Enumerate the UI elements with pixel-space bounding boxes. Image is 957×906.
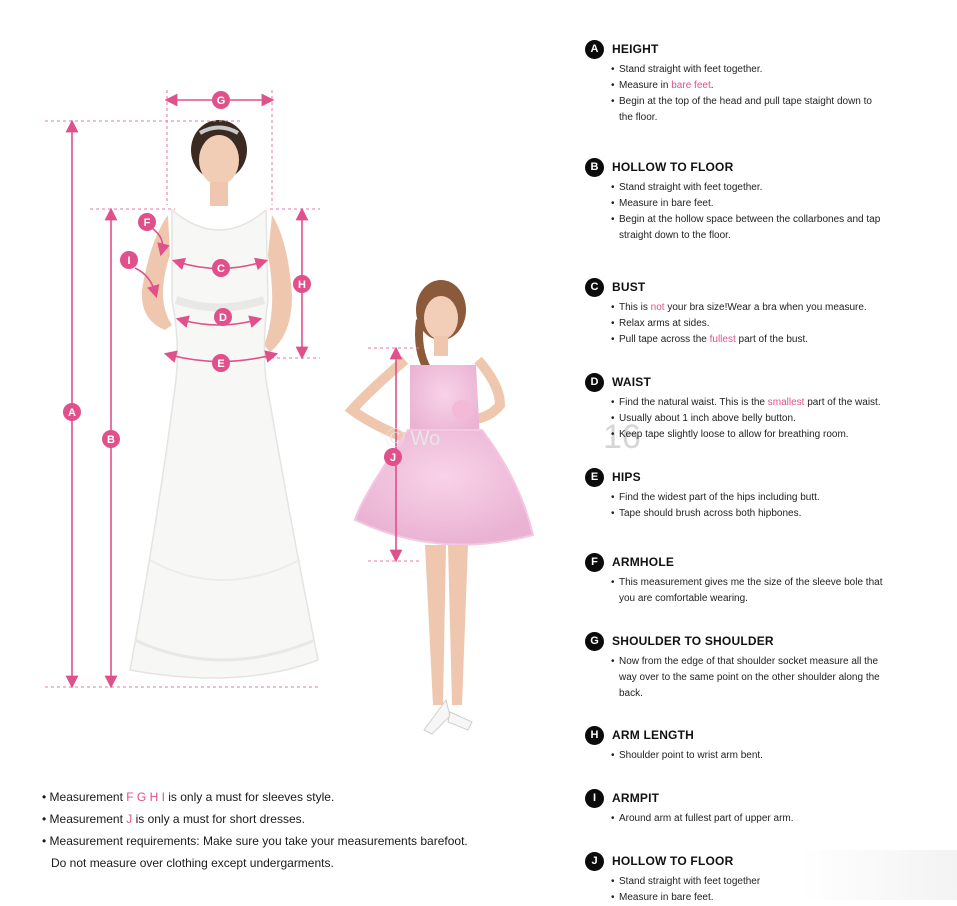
- section-title: ARMHOLE: [612, 555, 675, 569]
- label-h: [293, 275, 311, 293]
- section-title: ARM LENGTH: [612, 728, 694, 742]
- label-d: [214, 308, 232, 326]
- letter-badge: E: [585, 468, 604, 487]
- section-d: [585, 373, 945, 443]
- bullet-item: back.: [619, 688, 643, 699]
- section-c: [585, 278, 945, 348]
- section-title: BUST: [612, 280, 646, 294]
- section-title: HOLLOW TO FLOOR: [612, 160, 734, 174]
- svg-text:H: H: [298, 279, 306, 291]
- svg-text:F: F: [143, 217, 151, 229]
- section-title: HEIGHT: [612, 42, 659, 56]
- section-header: [585, 278, 945, 298]
- bullet-item: you are comfortable wearing.: [619, 593, 748, 604]
- bullet-item: • Around arm at fullest part of upper arm.: [611, 811, 945, 827]
- bullet-item: the floor.: [619, 112, 658, 123]
- measurement-illustration: [0, 0, 560, 760]
- section-h: [585, 726, 945, 764]
- section-b: [585, 158, 945, 244]
- bullet-list: [611, 748, 945, 764]
- bullet-list: [611, 62, 945, 126]
- letter-badge: I: [585, 789, 604, 808]
- label-e: [212, 354, 230, 372]
- bullet-item: • Relax arms at sides.: [611, 316, 945, 332]
- bullet-item: • Stand straight with feet together.: [611, 180, 945, 196]
- section-i: [585, 789, 945, 827]
- label-a: [63, 403, 81, 421]
- bullet-list: [611, 811, 945, 827]
- svg-text:B: B: [107, 434, 115, 446]
- note-line-2: • Measurement J is only a must for short dresses.: [42, 812, 305, 826]
- section-header: [585, 726, 945, 746]
- bullet-item: • Measure in bare feet.: [611, 890, 945, 906]
- label-f: [138, 213, 156, 231]
- letter-badge: G: [585, 632, 604, 651]
- svg-text:I: I: [127, 255, 131, 267]
- letter-badge: H: [585, 726, 604, 745]
- section-a: [585, 40, 945, 126]
- svg-text:C: C: [217, 263, 225, 275]
- svg-text:G: G: [216, 95, 226, 107]
- bullet-item: • Usually about 1 inch above belly button.: [611, 411, 945, 427]
- svg-text:E: E: [217, 358, 225, 370]
- bullet-item: • Measure in bare feet.: [611, 196, 945, 212]
- label-g: [212, 91, 230, 109]
- bullet-list: [611, 395, 945, 443]
- note-line-3: • Measurement requirements: Make sure you take your measurements barefoot.: [42, 834, 468, 848]
- bullet-item: straight down to the floor.: [619, 230, 731, 241]
- section-e: [585, 468, 945, 522]
- bullet-item: • Tape should brush across both hipbones.: [611, 506, 945, 522]
- bullet-item: • Begin at the top of the head and pull tape staight down to: [611, 94, 945, 110]
- letter-badge: B: [585, 158, 604, 177]
- section-title: WAIST: [612, 375, 651, 389]
- section-title: SHOULDER TO SHOULDER: [612, 634, 774, 648]
- bullet-item: • Shoulder point to wrist arm bent.: [611, 748, 945, 764]
- note-line-1: • Measurement F G H I is only a must for sleeves style.: [42, 790, 335, 804]
- bullet-list: [611, 490, 945, 522]
- bullet-list: [611, 654, 945, 702]
- letter-badge: F: [585, 553, 604, 572]
- svg-text:J: J: [389, 452, 397, 464]
- bottom-right-fade: [800, 850, 957, 900]
- section-header: [585, 553, 945, 573]
- label-j: [384, 448, 402, 466]
- bullet-item: way over to the same point on the other shoulder along the: [619, 672, 880, 683]
- watermark-number: 16: [603, 418, 641, 456]
- short-dress-figure: [352, 280, 533, 734]
- section-header: [585, 40, 945, 60]
- bullet-item: • Stand straight with feet together: [611, 874, 945, 890]
- section-f: [585, 553, 945, 607]
- measurement-notes: [42, 786, 562, 874]
- bullet-item: • This measurement gives me the size of the sleeve bole that: [611, 575, 945, 591]
- section-header: [585, 789, 945, 809]
- section-title: HOLLOW TO FLOOR: [612, 854, 734, 868]
- section-header: [585, 632, 945, 652]
- letter-badge: D: [585, 373, 604, 392]
- bullet-list: [611, 300, 945, 348]
- label-i: [120, 251, 138, 269]
- bullet-item: • Find the natural waist. This is the smallest part of the waist.: [611, 395, 945, 411]
- section-title: ARMPIT: [612, 791, 660, 805]
- bullet-item: • This is not your bra size!Wear a bra when you measure.: [611, 300, 945, 316]
- section-g: [585, 632, 945, 702]
- bullet-item: • Pull tape across the fullest part of the bust.: [611, 332, 945, 348]
- svg-text:A: A: [68, 407, 76, 419]
- svg-text:D: D: [219, 312, 227, 324]
- letter-badge: C: [585, 278, 604, 297]
- bride-figure: [130, 120, 318, 678]
- bullet-item: • Stand straight with feet together.: [611, 62, 945, 78]
- bullet-item: • Keep tape slightly loose to allow for breathing room.: [611, 427, 945, 443]
- label-b: [102, 430, 120, 448]
- bullet-list: [611, 575, 945, 607]
- label-c: [212, 259, 230, 277]
- letter-badge: A: [585, 40, 604, 59]
- watermark-text: Ⓒ Wo: [385, 428, 441, 450]
- note-line-4: Do not measure over clothing except undergarments.: [51, 856, 334, 870]
- bullet-list: [611, 180, 945, 244]
- section-header: [585, 158, 945, 178]
- bullet-item: • Find the widest part of the hips including butt.: [611, 490, 945, 506]
- section-header: [585, 468, 945, 488]
- bullet-item: • Now from the edge of that shoulder socket measure all the: [611, 654, 945, 670]
- bullet-item: • Begin at the hollow space between the collarbones and tap: [611, 212, 945, 228]
- section-title: HIPS: [612, 470, 641, 484]
- section-header: [585, 373, 945, 393]
- letter-badge: J: [585, 852, 604, 871]
- bullet-item: • Measure in bare feet.: [611, 78, 945, 94]
